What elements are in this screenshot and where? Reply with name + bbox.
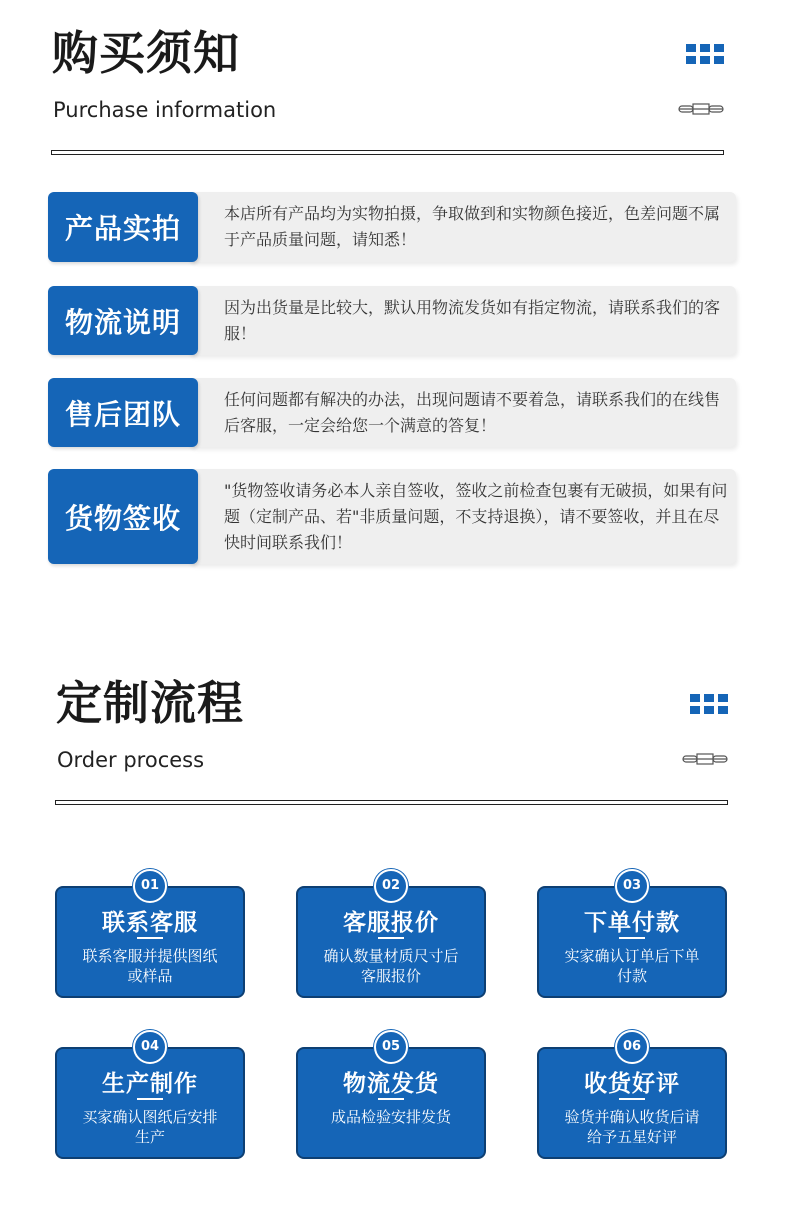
- step-underline: [619, 1098, 645, 1100]
- step-description: 验货并确认收货后请给予五星好评: [564, 1108, 700, 1146]
- link-icon: [678, 103, 724, 115]
- info-text: "货物签收请务必本人亲自签收，签收之前检查包裹有无破损，如果有问题（定制产品、若"非质量问题，不支持退换），请不要签收，并且在尽快时间联系我们！: [224, 480, 728, 552]
- step-title: 物流发货: [343, 1071, 439, 1097]
- grid-icon: [690, 694, 728, 714]
- info-text: 本店所有产品均为实物拍摄，争取做到和实物颜色接近，色差问题不属于产品质量问题，请知悉！: [224, 204, 721, 249]
- step-underline: [378, 1098, 404, 1100]
- step-underline: [378, 937, 404, 939]
- process-step-3: [537, 878, 727, 998]
- step-number-badge: 05: [374, 1030, 408, 1064]
- step-underline: [137, 937, 163, 939]
- process-title: 定制流程: [56, 676, 244, 730]
- process-step-4: [55, 1039, 245, 1159]
- purchase-subtitle: Purchase information: [53, 98, 277, 122]
- purchase-item-product-photo: [48, 192, 736, 262]
- info-label: 产品实拍: [48, 192, 198, 262]
- process-step-2: [296, 878, 486, 998]
- step-title: 联系客服: [102, 910, 198, 936]
- purchase-item-after-sales: [48, 378, 736, 447]
- info-text: 任何问题都有解决的办法，出现问题请不要着急，请联系我们的在线售后客服，一定会给您一个满意的答复！: [224, 389, 721, 435]
- step-number-badge: 03: [615, 869, 649, 903]
- step-description: 实家确认订单后下单付款: [564, 947, 700, 985]
- step-description: 成品检验安排发货: [330, 1108, 451, 1126]
- purchase-item-delivery-sign: [48, 469, 736, 564]
- step-number-badge: 06: [615, 1030, 649, 1064]
- step-number-badge: 01: [133, 869, 167, 903]
- info-label: 物流说明: [48, 286, 198, 355]
- grid-icon: [686, 44, 724, 64]
- step-number-badge: 02: [374, 869, 408, 903]
- step-number-badge: 04: [133, 1030, 167, 1064]
- info-label: 售后团队: [48, 378, 198, 447]
- step-description: 确认数量材质尺寸后客服报价: [323, 947, 459, 985]
- link-icon: [682, 753, 728, 765]
- info-text: 因为出货量是比较大，默认用物流发货如有指定物流，请联系我们的客服！: [224, 297, 721, 343]
- process-step-1: [55, 878, 245, 998]
- step-title: 生产制作: [102, 1071, 198, 1097]
- process-subtitle: Order process: [57, 748, 205, 772]
- purchase-title: 购买须知: [52, 26, 240, 80]
- process-step-6: [537, 1039, 727, 1159]
- purchase-item-logistics: [48, 286, 736, 355]
- purchase-divider: [51, 150, 724, 155]
- step-description: 买家确认图纸后安排生产: [82, 1108, 218, 1146]
- process-step-5: [296, 1039, 486, 1159]
- step-underline: [137, 1098, 163, 1100]
- step-title: 收货好评: [584, 1071, 680, 1097]
- step-underline: [619, 937, 645, 939]
- process-divider: [55, 800, 728, 805]
- step-title: 下单付款: [584, 910, 680, 936]
- step-title: 客服报价: [343, 910, 439, 936]
- step-description: 联系客服并提供图纸或样品: [82, 947, 218, 985]
- info-label: 货物签收: [48, 469, 198, 564]
